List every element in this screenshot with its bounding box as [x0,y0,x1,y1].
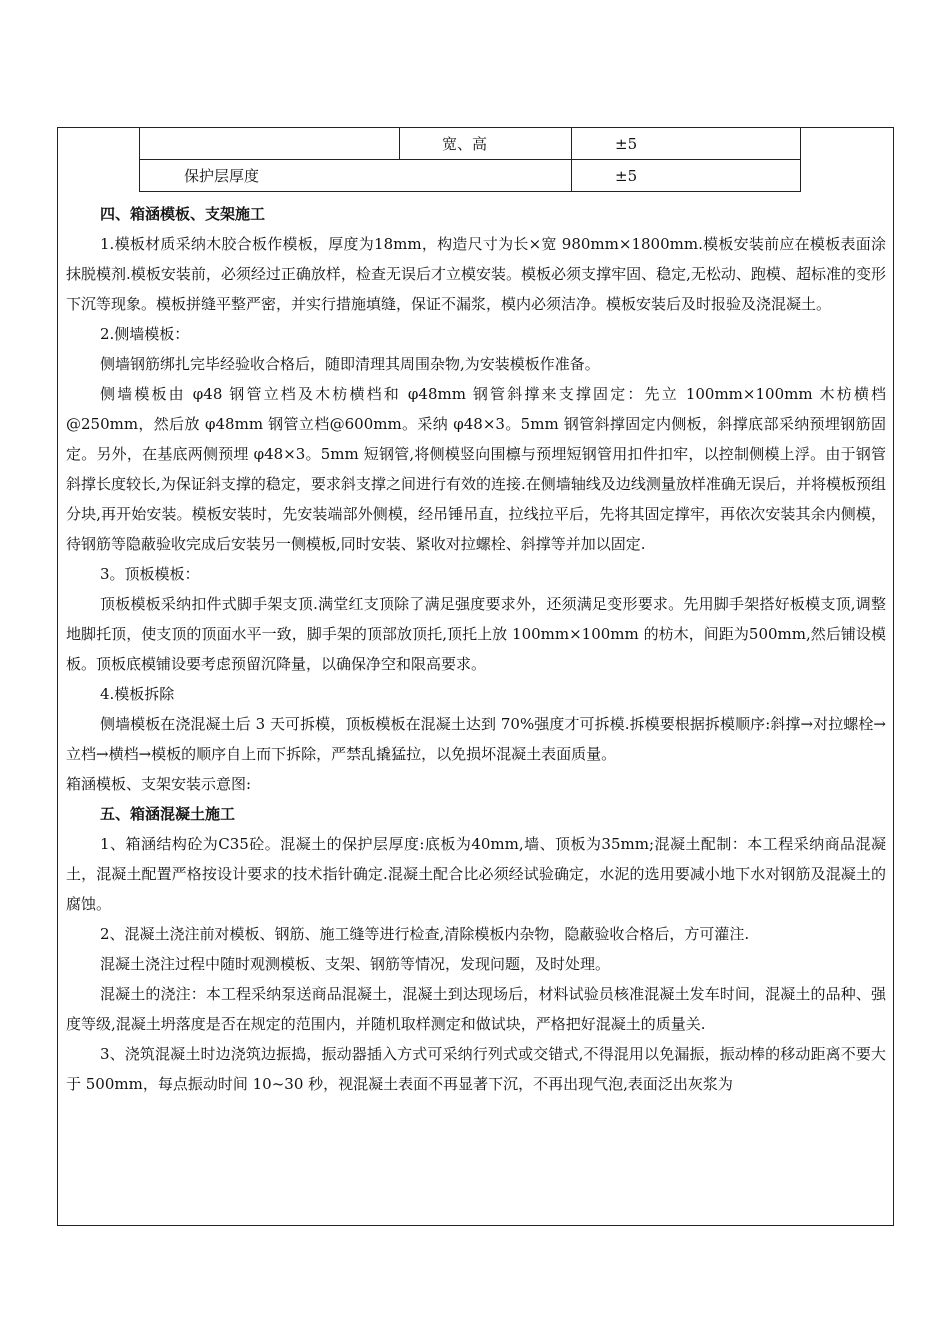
tolerance-table [139,128,801,192]
paragraph: 3、浇筑混凝土时边浇筑边振捣，振动器插入方式可采纳行列式或交错式,不得混用以免漏振，振动棒的移动距离不要大于 500mm，每点振动时间 10~30 秒，视混凝土表面不再显著下沉，不再出现气泡,表面泛出灰浆为 [66,1045,886,1093]
figure-caption: 箱涵模板、支架安装示意图: [66,775,252,793]
subheading: 3。顶板模板： [100,565,200,583]
table-cell-tolerance: ±5 [615,135,638,153]
paragraph: 侧墙钢筋绑扎完毕经验收合格后，随即清理其周围杂物,为安装模板作准备。 [100,355,600,373]
paragraph: 侧墙模板由 φ48 钢管立档及木枋横档和 φ48mm 钢管斜撑来支撑固定：先立 100mm×100mm 木枋横档@250mm，然后放 φ48mm 钢管立档@600mm。采纳 φ48×3。5mm 钢管斜撑固定内侧板，斜撑底部采纳预埋钢筋固定。另外，在基底两侧预埋 φ48×3。5mm 短钢管,将侧模竖向围檩与预埋短钢管用扣件扣牢，以控制侧模上浮。由于钢管斜撑长度较长,为保证斜支撑的稳定，要求斜支撑之间进行有效的连接.在侧墙轴线及边线测量放样准确无误后，并将模板预组分块,再开始安装。模板安装时，先安装端部外侧模，经吊锤吊直，拉线拉平后，先将其固定撑牢，再依次安装其余内侧模，待钢筋等隐蔽验收完成后安装另一侧模板,同时安装、紧收对拉螺栓、斜撑等并加以固定. [66,385,886,553]
column-divider [571,160,572,191]
section-heading: 五、箱涵混凝土施工 [100,805,236,823]
subheading: 4.模板拆除 [100,685,175,703]
subheading: 2.侧墙模板： [100,325,190,343]
paragraph: 1.模板材质采纳木胶合板作模板，厚度为18mm，构造尺寸为长×宽 980mm×1800mm.模板安装前应在模板表面涂抹脱模剂.模板安装前，必须经过正确放样，检查无误后才立模安装。模板必须支撑牢固、稳定,无松动、跑模、超标准的变形下沉等现象。模板拼缝平整严密，并实行措施填缝，保证不漏浆，模内必须洁净。模板安装后及时报验及浇混凝土。 [66,235,886,313]
table-cell-item: 保护层厚度 [184,167,260,185]
column-divider [399,128,400,159]
paragraph: 侧墙模板在浇混凝土后 3 天可拆模，顶板模板在混凝土达到 70%强度才可拆模.拆模要根据拆模顺序:斜撑→对拉螺栓→立档→横档→模板的顺序自上而下拆除，严禁乱撬猛拉，以免损坏混凝土表面质量。 [66,715,886,763]
section-heading: 四、箱涵模板、支架施工 [100,205,266,223]
paragraph: 2、混凝土浇注前对模板、钢筋、施工缝等进行检查,清除模板内杂物，隐蔽验收合格后，方可灌注. [100,925,750,943]
table-row [139,128,801,160]
column-divider [571,128,572,159]
paragraph: 顶板模板采纳扣件式脚手架支顶.满堂红支顶除了满足强度要求外，还须满足变形要求。先用脚手架搭好板模支顶,调整地脚托顶，使支顶的顶面水平一致，脚手架的顶部放顶托,顶托上放 100mm×100mm 的枋木，间距为500mm,然后铺设模板。顶板底模铺设要考虑预留沉降量，以确保净空和限高要求。 [66,595,886,673]
document-body [66,199,886,1099]
paragraph: 1、箱涵结构砼为C35砼。混凝土的保护层厚度:底板为40mm,墙、顶板为35mm;混凝土配制：本工程采纳商品混凝土，混凝土配置严格按设计要求的技术指针确定.混凝土配合比必须经试验确定，水泥的选用要减小地下水对钢筋及混凝土的腐蚀。 [66,835,886,913]
table-row [139,160,801,192]
table-cell-dimension: 宽、高 [442,135,488,153]
paragraph: 混凝土的浇注：本工程采纳泵送商品混凝土，混凝土到达现场后，材料试验员核准混凝土发车时间，混凝土的品种、强度等级,混凝土坍落度是否在规定的范围内，并随机取样测定和做试块，严格把好混凝土的质量关. [66,985,886,1033]
table-cell-tolerance: ±5 [615,167,638,185]
paragraph: 混凝土浇注过程中随时观测模板、支架、钢筋等情况，发现问题，及时处理。 [100,955,611,973]
